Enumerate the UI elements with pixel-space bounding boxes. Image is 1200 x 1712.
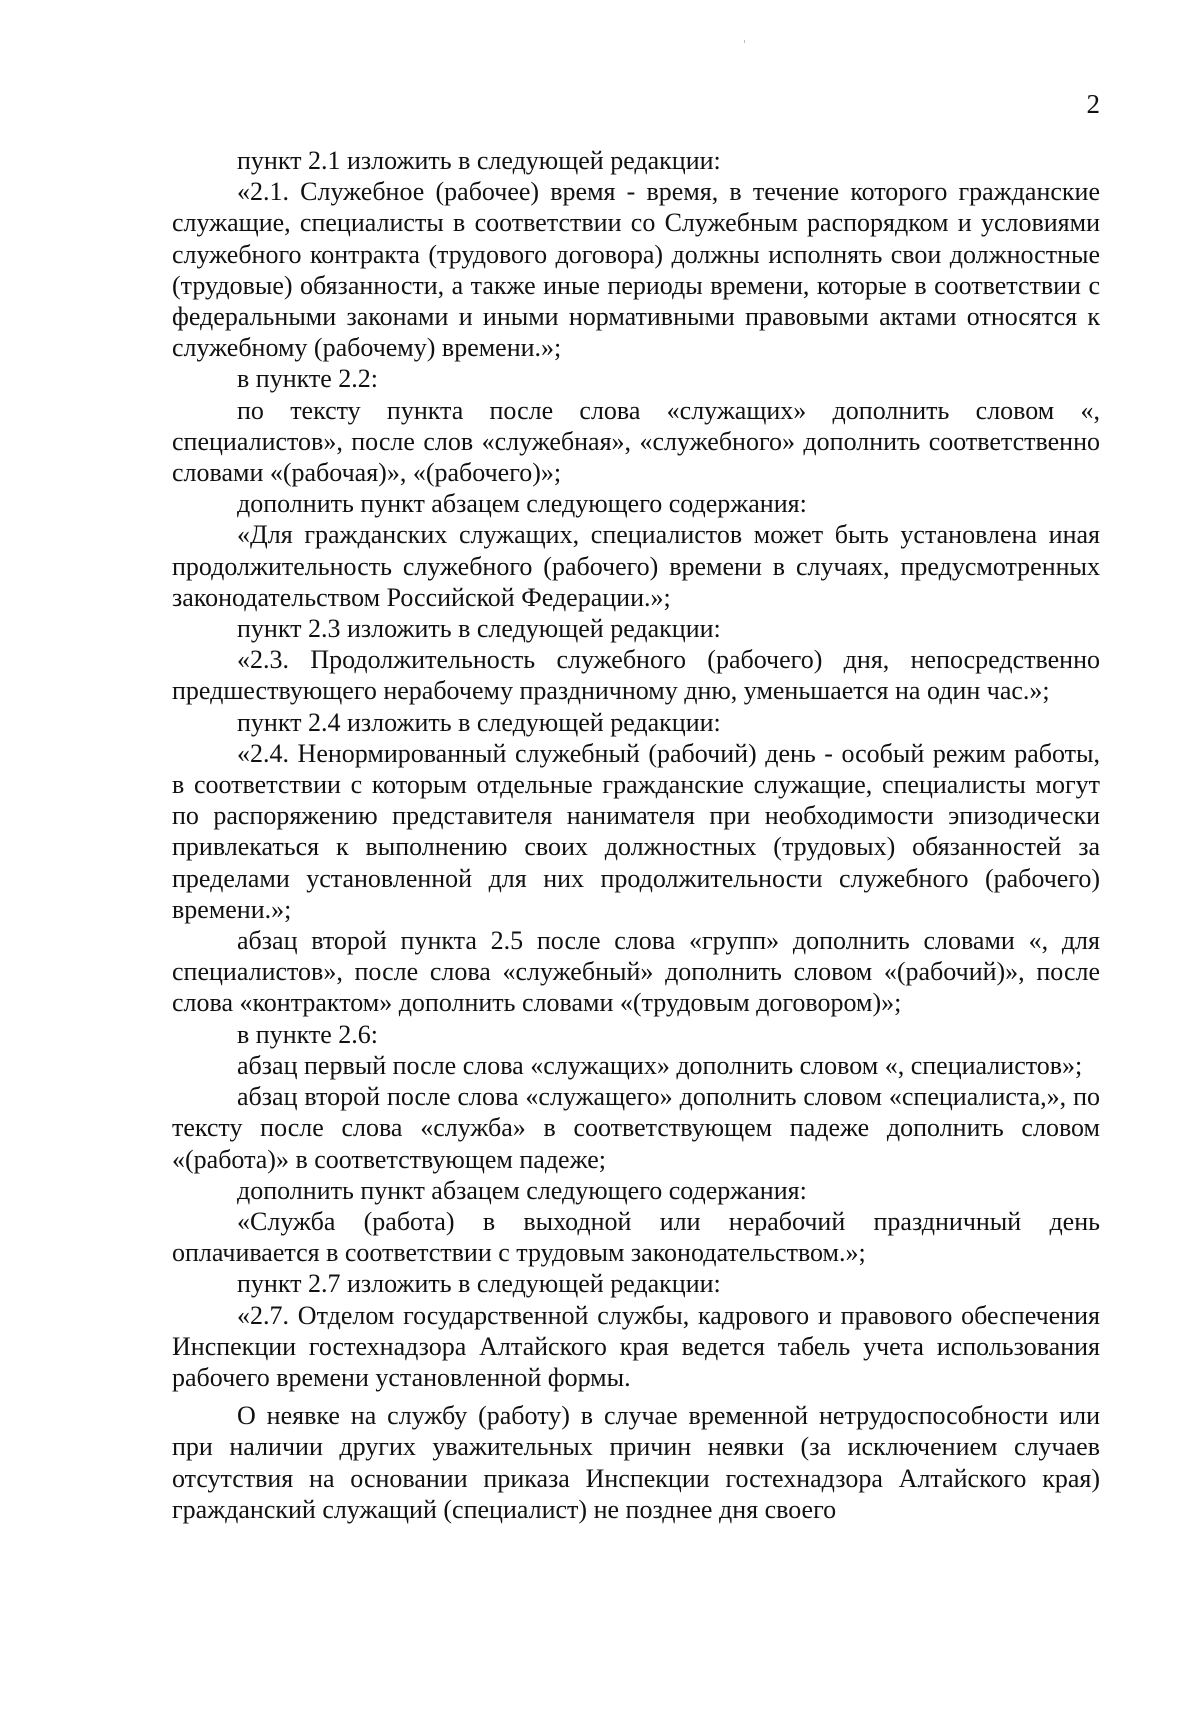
paragraph-9: пункт 2.4 изложить в следующей редакции: bbox=[237, 707, 721, 737]
paragraph-10: «2.4. Ненормированный служебный (рабочий) день - особый режим работы, в соответствии с которым отдельные гражданские служащие, специалисты могут по распоряжению представителя нанимателя при необходимости эпизодически привлекаться к выполнению своих должностных (трудовых) обязанностей за пределами установленной для них продолжительности служебного (рабочего) времени.»; bbox=[172, 738, 1100, 924]
paragraph-2: «2.1. Служебное (рабочее) время - время, в течение которого гражданские служащие, специалисты в соответствии со Служебным распорядком и условиями служебного контракта (трудового договора) должны исполнять свои должностные (трудовые) обязанности, а также иные периоды времени, которые в соответствии с федеральными законами и иными нормативными правовыми актами относятся к служебному (рабочему) времени.»; bbox=[172, 177, 1100, 363]
paragraph-19: О неявке на службу (работу) в случае временной нетрудоспособности или при наличии других уважительных причин неявки (за исключением случаев отсутствия на основании приказа Инспекции гостехнадзора Алтайского края) гражданский служащий (специалист) не позднее дня своего bbox=[172, 1401, 1100, 1524]
paragraph-17: пункт 2.7 изложить в следующей редакции: bbox=[237, 1269, 721, 1299]
paragraph-11: абзац второй пункта 2.5 после слова «групп» дополнить словами «, для специалистов», после слова «служебный» дополнить словом «(рабочий)», после слова «контрактом» дополнить словами «(трудовым договором)»; bbox=[172, 926, 1100, 1018]
paragraph-16: «Служба (работа) в выходной или нерабочий праздничный день оплачивается в соответствии с трудовым законодательством.»; bbox=[172, 1206, 1100, 1268]
paragraph-8: «2.3. Продолжительность служебного (рабочего) дня, непосредственно предшествующего нерабочему праздничному дню, уменьшается на один час.»; bbox=[172, 645, 1100, 706]
paragraph-1: пункт 2.1 изложить в следующей редакции: bbox=[237, 146, 721, 175]
paragraph-5: дополнить пункт абзацем следующего содержания: bbox=[237, 489, 807, 519]
paragraph-13: абзац первый после слова «служащих» дополнить словом «, специалистов»; bbox=[237, 1050, 1083, 1080]
scan-speck bbox=[744, 40, 745, 43]
paragraph-4: по тексту пункта после слова «служащих» дополнить словом «, специалистов», после слов «служебная», «служебного» дополнить соответственно словами «(рабочая)», «(рабочего)»; bbox=[172, 395, 1100, 488]
paragraph-3: в пункте 2.2: bbox=[237, 364, 379, 394]
paragraph-15: дополнить пункт абзацем следующего содержания: bbox=[237, 1175, 807, 1205]
paragraph-18: «2.7. Отделом государственной службы, кадрового и правового обеспечения Инспекции гостехнадзора Алтайского края ведется табель учета использования рабочего времени установленной формы. bbox=[172, 1300, 1100, 1392]
page-number: 2 bbox=[1086, 89, 1100, 119]
document-body bbox=[172, 145, 1100, 1525]
paragraph-14: абзац второй после слова «служащего» дополнить словом «специалиста,», по тексту после слова «служба» в соответствующем падеже дополнить словом «(работа)» в соответствующем падеже; bbox=[172, 1082, 1100, 1174]
paragraph-7: пункт 2.3 изложить в следующей редакции: bbox=[237, 614, 721, 644]
paragraph-12: в пункте 2.6: bbox=[237, 1019, 379, 1049]
paragraph-6: «Для гражданских служащих, специалистов может быть установлена иная продолжительность служебного (рабочего) времени в случаях, предусмотренных законодательством Российской Федерации.»; bbox=[172, 520, 1100, 612]
